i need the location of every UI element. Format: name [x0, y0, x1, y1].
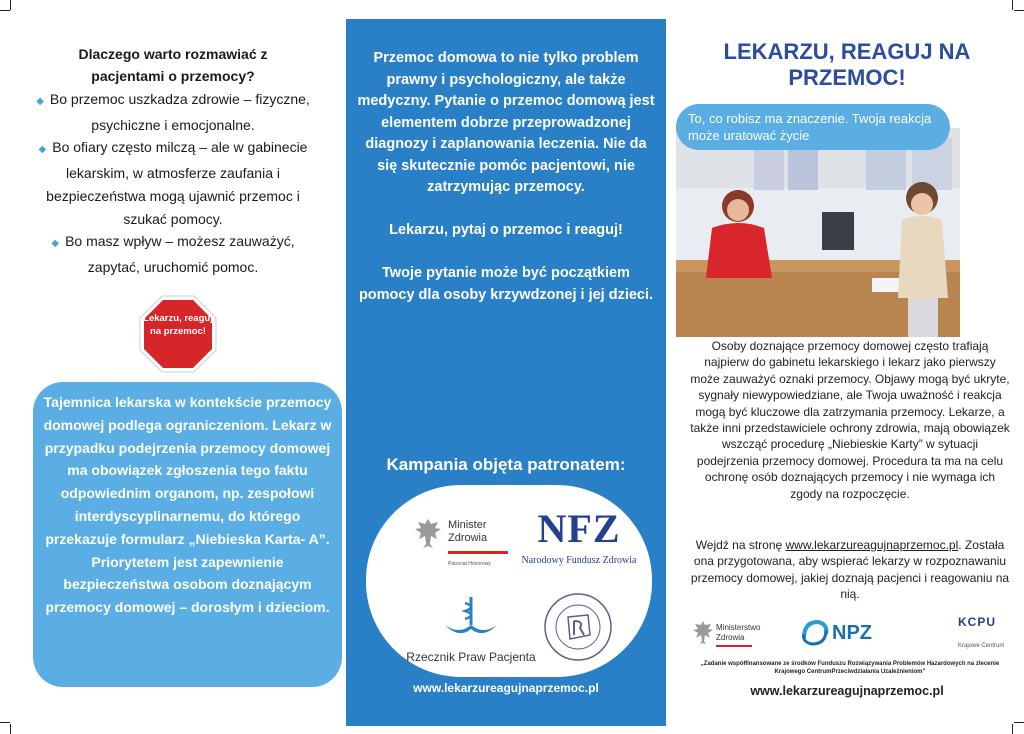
npz-swirl-icon — [800, 618, 830, 648]
diamond-bullet-icon: ◆ — [51, 238, 60, 250]
eagle-icon — [692, 620, 714, 646]
middle-text — [356, 48, 656, 306]
middle-paragraph: Lekarzu, pytaj o przemoc i reaguj! — [389, 222, 623, 238]
list-item — [30, 88, 316, 136]
minister-line-2: Zdrowia — [448, 532, 488, 544]
website-link[interactable]: www.lekarzureagujnaprzemoc.pl — [785, 538, 959, 552]
stop-sign-text: Lekarzu, reaguj na przemoc! — [143, 313, 213, 337]
sponsor-logos — [680, 614, 1020, 654]
nfz-name: Narodowy Fundusz Zdrowia — [521, 555, 637, 566]
ministry-line-1: Ministerstwo — [716, 623, 761, 632]
middle-paragraph: Twoje pytanie może być początkiem pomocy dla osoby krzywdzonej i jej dzieci. — [358, 265, 654, 303]
body-text: Osoby doznające przemocy domowej często trafiają najpierw do gabinetu lekarskiego i lekarz jako pierwszy może zauważyć oznaki przemocy. Objawy mogą być ukryte, sygnały niewypowiedziane, ale Twoja uważność i reakcja mogą być kluczowe dla zatrzymania przemocy. Lekarze, a także inni przedstawiciele ochrony zdrowia, mają obowiązek wszcząć procedurę „Niebieskie Karty” w sytuacji podejrzenia przemocy domowej. Procedura ta ma na celu ochronę osób doznających przemocy i nie wymaga ich zgody na rozpoczęcie. — [690, 339, 1010, 501]
campaign-url[interactable]: www.lekarzureagujnaprzemoc.pl — [750, 684, 944, 698]
rpp-name: Rzecznik Praw Pacjenta — [406, 650, 536, 664]
visit-text — [690, 537, 1010, 603]
list-item — [30, 230, 316, 278]
list-item — [30, 136, 316, 230]
why-title: Dlaczego warto rozmawiać z pacjentami o przemocy? — [78, 46, 268, 84]
visit-suffix: . Została ona przygotowana, aby wspierać lekarzy w rozpoznawaniu przemocy domowej, jakiej doznają pacjenci i reagowaniu na nią. — [690, 538, 1010, 602]
flag-bar — [448, 551, 508, 554]
npz-logo-text: NPZ — [832, 622, 872, 644]
visit-prefix: Wejdź na stronę — [695, 538, 786, 552]
minister-line-1: Minister — [448, 519, 487, 531]
reason-text: Bo masz wpływ – możesz zauważyć, zapytać, uruchomić pomoc. — [65, 233, 295, 275]
eagle-icon — [414, 517, 442, 551]
reason-text: Bo ofiary często milczą – ale w gabinecie lekarskim, w atmosferze zaufania i bezpieczeństwa mogą ujawnić przemoc i szukać pomocy. — [46, 139, 308, 227]
middle-panel — [346, 19, 666, 726]
rpp-logo — [406, 595, 536, 665]
middle-paragraph: Przemoc domowa to nie tylko problem prawny i psychologiczny, ale także medyczny. Pytanie o przemoc domową jest elementem dobrze przeprowadzonej diagnozy i zaplanowania leczenia. Nie da się skutecznie pomóc pacjentowi, nie zatrzymując przemocy. — [357, 50, 655, 195]
tagline-pill: To, co robisz ma znaczenie. Twoja reakcja może uratować życie — [676, 104, 950, 150]
funding-note: „Zadanie współfinansowane ze środków Funduszu Rozwiązywania Problemów Hazardowych na zlecenie Krajowego CentrumPrzeciwdziałania Uzależnieniom” — [700, 661, 1000, 675]
flag-bar — [716, 645, 752, 647]
reason-text: Bo przemoc uszkadza zdrowie – fizyczne, psychiczne i emocjonalne. — [49, 91, 310, 133]
kcpu-subtitle: Krajowe Centrum — [958, 643, 1005, 649]
patronage-logos — [366, 485, 652, 677]
reasons-list — [30, 88, 316, 279]
ministry-line-2: Zdrowia — [716, 633, 745, 642]
campaign-heading: LEKARZU, REAGUJ NA PRZEMOC! — [723, 39, 971, 90]
kcpu-logo-text: KCPU — [958, 615, 997, 629]
caduceus-hands-icon — [441, 595, 501, 641]
nfz-logo — [514, 506, 644, 579]
left-panel — [0, 0, 342, 734]
nfz-mark: NFZ — [537, 506, 621, 551]
right-panel — [670, 0, 1024, 734]
doctor-patient-photo — [676, 128, 960, 337]
campaign-url[interactable]: www.lekarzureagujnaprzemoc.pl — [413, 681, 599, 695]
medical-secrecy-box: Tajemnica lekarska w kontekście przemocy domowej podlega ograniczeniom. Lekarz w przypadku podejrzenia przemocy domowej ma obowiązek zgłoszenia tego faktu odpowiednim organom, np. zespołowi interdyscyplinarnemu, do którego przekazuje formularz „Niebieska Karta- A”. Priorytetem jest zapewnienie bezpieczeństwa osobom doznającym przemocy domowej – dorosłym i dzieciom. — [33, 382, 342, 687]
diamond-bullet-icon: ◆ — [38, 144, 47, 156]
honorary-patronage-label: Patronat Honorowy — [448, 561, 491, 567]
diamond-bullet-icon: ◆ — [36, 96, 44, 107]
family-doctors-seal-icon — [542, 591, 614, 663]
patronage-title: Kampania objęta patronatem: — [386, 455, 626, 474]
